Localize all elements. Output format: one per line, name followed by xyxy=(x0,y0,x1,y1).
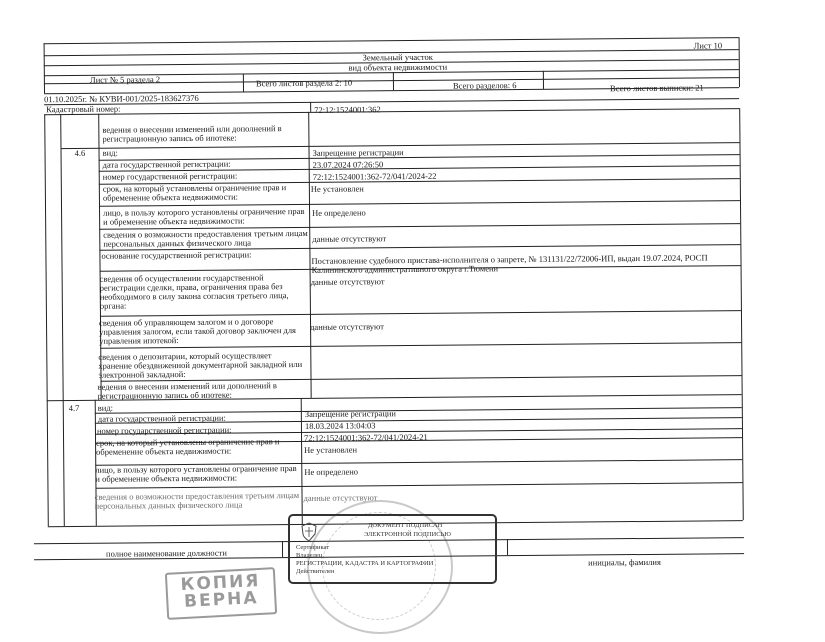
cadastral-value: 72:12:1524001:362 xyxy=(314,104,381,115)
basis-value: Постановление судебного пристава-исполнителя о запрете, № 131131/22/72006-ИП, выдан 19.07.2024, РОСП Калининского административного округа г.Тюмени xyxy=(311,252,708,275)
sheet-number: Лист 10 xyxy=(693,40,723,51)
term-label: срок, на который установлены ограничение прав и обременение объекта недвижимости: xyxy=(102,182,287,203)
vid-label: вид: xyxy=(102,147,118,158)
copy-certified-stamp xyxy=(165,567,277,620)
total-sections: Всего разделов: 6 xyxy=(452,80,517,91)
reg-number-value-4-7: 72:12:1524001:362-72/041/2024-21 xyxy=(303,431,428,443)
item-number-4-6: 4.6 xyxy=(74,147,86,158)
pledge-manager-value: данные отсутствуют xyxy=(310,321,385,332)
pledge-manager-label: сведения об управляющем залогом и о договоре управления залогом, если такой договор заключен для управления ипотекой: xyxy=(98,316,296,346)
third-parties-label: сведения о возможности предоставления третьим лицам персональных данных физического лица xyxy=(103,227,308,249)
term-value: Не установлен xyxy=(310,183,364,194)
item-number-4-7: 4.7 xyxy=(68,402,80,414)
stamp-line-2: ЭЛЕКТРОННОЙ ПОДПИСЬЮ xyxy=(364,531,451,538)
vid-value: Запрещение регистрации xyxy=(312,147,404,158)
extract-date-number: 01.10.2025г. № КУВИ-001/2025-183627376 xyxy=(44,92,199,105)
person-value: Не определено xyxy=(312,207,366,218)
stamp-line-6: Действителен xyxy=(296,568,335,575)
person-label: лицо, в пользу которого установлены ограничение прав и обременение объекта недвижимости: xyxy=(103,205,305,227)
stamp-line-5: РЕГИСТРАЦИИ, КАДАСТРА И КАРТОГРАФИИ xyxy=(296,560,434,567)
copy-stamp-line-2: ВЕРНА xyxy=(183,588,260,612)
deal-label: сведения об осуществлении государственной регистрации сделки, права, ограничения права без необходимого в силу закона согласия третьего лица, органа: xyxy=(99,272,289,311)
basis-label: основание государственной регистрации: xyxy=(101,249,252,261)
emblem-icon xyxy=(300,522,318,542)
reg-date-label: дата государственной регистрации: xyxy=(102,158,231,170)
changes-label-top: ведения о внесении изменений или дополнений в регистрационную запись об ипотеке: xyxy=(102,123,282,144)
vid-value-4-7: Запрещение регистрации xyxy=(304,408,396,419)
copy-stamp-line-1: КОПИЯ xyxy=(180,570,261,596)
third-parties-value: данные отсутствуют xyxy=(312,233,387,244)
total-extract-sheets: Всего листов выписки: 21 xyxy=(609,82,704,94)
reg-number-label: номер государственной регистрации: xyxy=(102,170,238,182)
vid-label-4-7: вид: xyxy=(97,402,114,413)
section-sheet: Лист № 5 раздела 2 xyxy=(89,74,161,85)
position-caption: полное наименование должности xyxy=(105,547,227,559)
reg-date-label-4-7: дата государственной регистрации: xyxy=(97,412,226,424)
stamp-line-3: Сертификат xyxy=(296,544,330,551)
person-label-4-7: лицо, в пользу которого установлены ограничение прав и обременение объекта недвижимости: xyxy=(95,463,297,484)
reg-date-value-4-7: 18.03.2024 13:04:03 xyxy=(304,420,376,431)
electronic-signature-stamp xyxy=(288,514,497,584)
deal-value: данные отсутствуют xyxy=(310,276,385,287)
reg-number-label-4-7: номер государственной регистрации: xyxy=(96,424,232,436)
reg-number-value: 72:12:1524001:362-72/041/2024-22 xyxy=(312,170,437,182)
third-parties-label-4-7: сведения о возможности предоставления третьим лицам персональных данных физического лица xyxy=(94,489,300,511)
term-label-4-7: срок, на который установлены ограничение прав и обременение объекта недвижимости: xyxy=(96,436,280,457)
person-value-4-7: Не определено xyxy=(304,466,359,477)
changes-label-4-6: ведения о внесении изменений или дополнений в регистрационную запись об ипотеке: xyxy=(97,380,277,401)
name-caption: инициалы, фамилия xyxy=(588,556,661,568)
term-value-4-7: Не установлен xyxy=(304,444,358,455)
stamp-line-4: Владелец xyxy=(296,552,323,559)
third-parties-value-4-7: данные отсутствуют xyxy=(303,492,378,503)
stamp-line-1: ДОКУМЕНТ ПОДПИСАН xyxy=(368,522,443,529)
depository-label: сведения о депозитарии, который осуществляет хранение обездвиженной документарной закладной или электронной закладной: xyxy=(98,350,303,380)
cadastral-label: Кадастровый номер: xyxy=(46,103,121,115)
object-subtitle: вид объекта недвижимости xyxy=(348,61,448,73)
object-title: Земельный участок xyxy=(362,51,433,63)
total-section-sheets: Всего листов раздела 2: 10 xyxy=(255,77,353,89)
reg-date-value: 23.07.2024 07:26:50 xyxy=(312,159,384,170)
